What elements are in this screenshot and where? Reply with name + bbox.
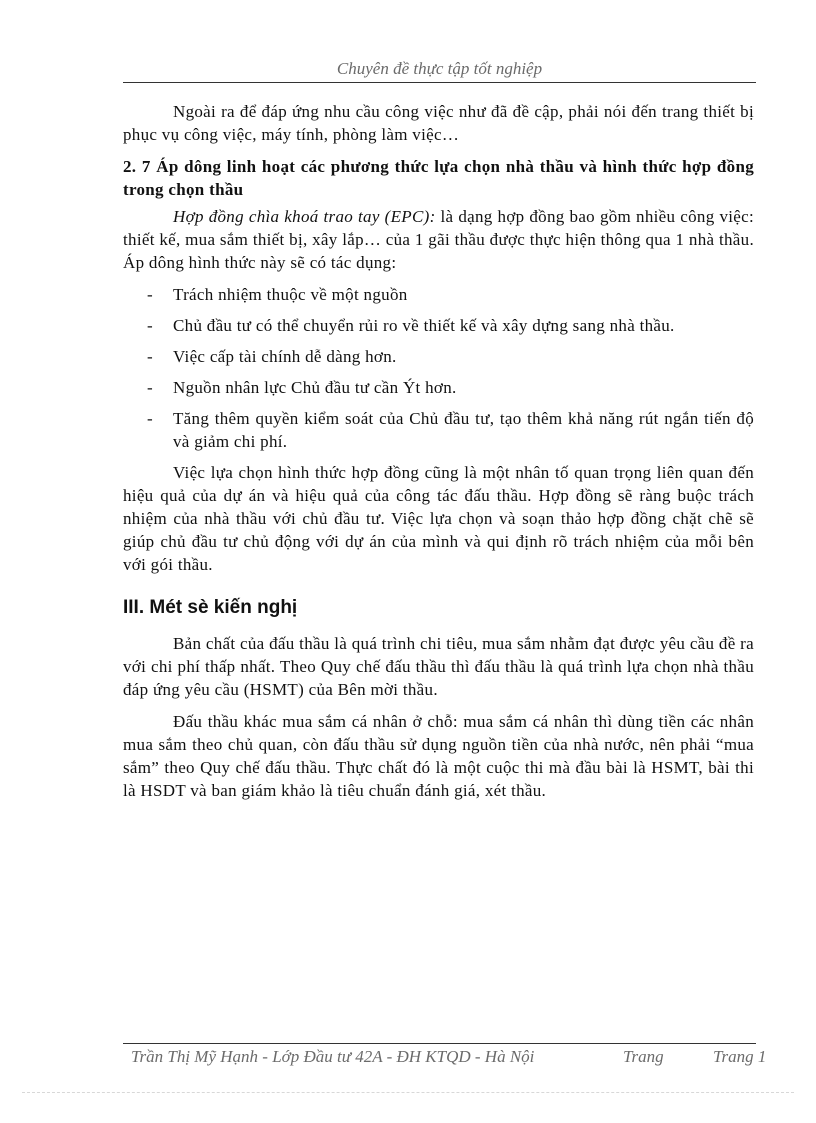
list-item-text: Tăng thêm quyền kiểm soát của Chủ đầu tư, tạo thêm khả năng rút ngắn tiến độ và giảm chi phí. [173,409,754,451]
list-item [123,376,754,399]
document-body [123,100,754,811]
footer-page-label: Trang [623,1047,664,1066]
bullet-dash: - [147,409,153,428]
essence-paragraph: Bản chất của đấu thầu là quá trình chi tiêu, mua sắm nhằm đạt được yêu cầu đề ra với chi phí thấp nhất. Theo Quy chế đấu thầu thì đấu thầu là quá trình lựa chọn nhà thầu đáp ứng yêu cầu (HSMT) của Bên mời thầu. [123,634,754,699]
page-bottom-edge [22,1092,794,1093]
bullet-dash: - [147,347,153,366]
section-heading: III. Mét sè kiến nghị [123,597,298,618]
header-divider [123,82,756,83]
list-item [123,314,754,337]
epc-paragraph [123,205,754,274]
bullet-dash: - [147,285,153,304]
list-item-text: Trách nhiệm thuộc về một nguồn [173,285,408,304]
list-item-text: Nguồn nhân lực Chủ đầu tư cần Ýt hơn. [173,378,457,397]
difference-paragraph: Đấu thầu khác mua sắm cá nhân ở chỗ: mua sắm cá nhân thì dùng tiền các nhân mua sắm theo chủ quan, còn đấu thầu sử dụng nguồn tiền của nhà nước, nên phải “mua sắm” theo Quy chế đấu thầu. Thực chất đó là một cuộc thi mà đầu bài là HSMT, bài thi là HSDT và ban giám khảo là tiêu chuẩn đánh giá, xét thầu. [123,712,754,800]
bullet-dash: - [147,316,153,335]
list-item [123,407,754,453]
intro-paragraph: Ngoài ra để đáp ứng nhu cầu công việc như đã đề cập, phải nói đến trang thiết bị phục vụ công việc, máy tính, phòng làm việc… [123,102,754,144]
footer-page-number: Trang 1 [713,1047,767,1066]
bullet-dash: - [147,378,153,397]
footer-divider [123,1043,756,1044]
contract-paragraph: Việc lựa chọn hình thức hợp đồng cũng là một nhân tố quan trọng liên quan đến hiệu quả của dự án và hiệu quả của công tác đấu thầu. Hợp đồng sẽ ràng buộc trách nhiệm của nhà thầu với chủ đầu tư. Việc lựa chọn và soạn thảo hợp đồng chặt chẽ sẽ giúp chủ đầu tư chủ động với dự án của mình và qui định rõ trách nhiệm của mỗi bên với gói thầu. [123,463,754,574]
benefits-list [123,283,754,453]
epc-term: Hợp đồng chìa khoá trao tay (EPC): [173,207,436,226]
page-header: Chuyên đề thực tập tốt nghiệp [336,59,543,78]
subsection-heading: 2. 7 Áp dông linh hoạt các phương thức lựa chọn nhà thầu và hình thức hợp đồng trong chọn thầu [123,157,754,199]
epc-definition: là dạng hợp đồng bao gồm nhiều công việc: thiết kế, mua sắm thiết bị, xây lắp… của 1 gãi thầu được thực hiện thông qua 1 nhà thầu. Áp dông hình thức này sẽ có tác dụng: [123,207,754,272]
list-item [123,345,754,368]
list-item-text: Chủ đầu tư có thể chuyển rủi ro về thiết kế và xây dựng sang nhà thầu. [173,316,675,335]
list-item-text: Việc cấp tài chính dễ dàng hơn. [173,347,397,366]
footer-author: Trần Thị Mỹ Hạnh - Lớp Đầu tư 42A - ĐH KTQD - Hà Nội [131,1047,535,1066]
list-item [123,283,754,306]
